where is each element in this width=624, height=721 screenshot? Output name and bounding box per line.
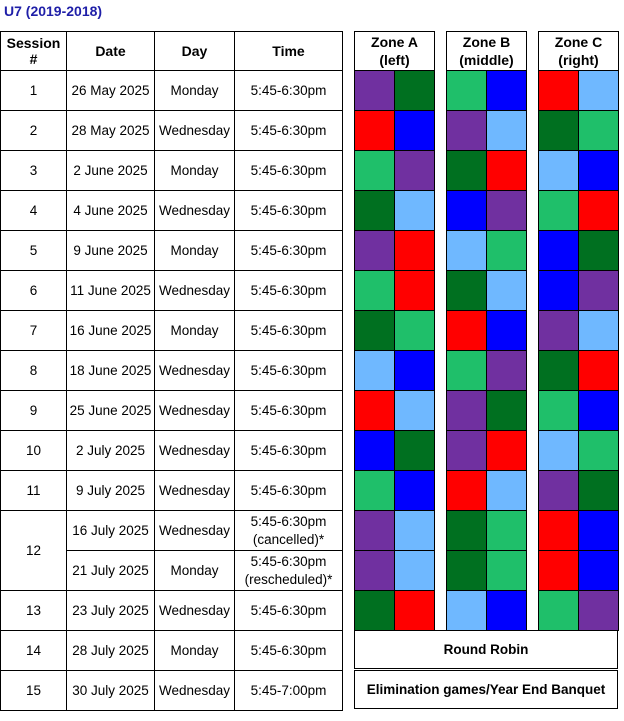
zone-a-row [355,151,435,191]
zone-b-team-color-1 [447,271,487,311]
zone-b-row [447,111,527,151]
zone-b-row [447,551,527,591]
session-day: Wednesday [155,591,235,631]
zone-a-team-color-2 [395,431,435,471]
session-number: 8 [1,351,67,391]
zone-b-row [447,591,527,631]
zone-a-team-color-1 [355,271,395,311]
zone-c-row [539,271,619,311]
zone-b-table [446,31,527,631]
session-date: 25 June 2025 [67,391,155,431]
zone-a-row [355,431,435,471]
zone-b-team-color-2 [487,431,527,471]
zone-a-row [355,591,435,631]
zone-c-row [539,111,619,151]
zone-a-name: Zone A [371,34,418,50]
session-day: Monday [155,71,235,111]
zone-c-team-color-2 [579,111,619,151]
schedule-row [1,191,343,231]
zone-c-row [539,511,619,551]
zone-c-row [539,471,619,511]
zone-c-team-color-1 [539,391,579,431]
zone-b-team-color-2 [487,551,527,591]
session-day: Wednesday [155,111,235,151]
zone-c-team-color-2 [579,151,619,191]
session-time-cell: 5:45-6:30pm [235,311,343,351]
session-number: 9 [1,391,67,431]
zone-c-team-color-2 [579,551,619,591]
session-number: 5 [1,231,67,271]
zone-c-sub: (right) [558,52,599,68]
zone-c-team-color-2 [579,311,619,351]
zone-a-team-color-1 [355,71,395,111]
zone-b-team-color-2 [487,231,527,271]
session-day: Wednesday [155,271,235,311]
zone-b-team-color-2 [487,191,527,231]
session-number: 12 [1,511,67,591]
zone-b-row [447,391,527,431]
zone-b-team-color-2 [487,311,527,351]
schedule-row [1,71,343,111]
zone-a-team-color-1 [355,311,395,351]
zone-a-team-color-1 [355,551,395,591]
zone-b-team-color-2 [487,111,527,151]
zone-c-team-color-2 [579,271,619,311]
session-time-cell: 5:45-7:00pm [235,671,343,711]
session-number: 14 [1,631,67,671]
session-time-cell: 5:45-6:30pm [235,471,343,511]
zone-a-row [355,311,435,351]
zone-b-team-color-2 [487,271,527,311]
zone-b-team-color-1 [447,71,487,111]
zone-c-team-color-2 [579,71,619,111]
zone-c-team-color-1 [539,311,579,351]
session-time-cell: 5:45-6:30pm [235,71,343,111]
zone-c-team-color-1 [539,191,579,231]
session-time-cell: 5:45-6:30pm [235,111,343,151]
zone-c-team-color-2 [579,511,619,551]
session-date: 26 May 2025 [67,71,155,111]
zone-c-team-color-1 [539,271,579,311]
zone-b-row [447,191,527,231]
zone-b-row [447,351,527,391]
session-time-cell: 5:45-6:30pm [235,351,343,391]
session-day: Monday [155,551,235,591]
schedule-row [1,631,343,671]
session-time-cell: 5:45-6:30pm [235,271,343,311]
session-date: 28 May 2025 [67,111,155,151]
zone-a-team-color-2 [395,511,435,551]
zone-c-row [539,311,619,351]
schedule-row [1,591,343,631]
zone-a-team-color-2 [395,231,435,271]
page-title: U7 (2019-2018) [4,3,103,19]
zone-a-team-color-1 [355,431,395,471]
session-day: Monday [155,631,235,671]
session-day: Wednesday [155,351,235,391]
zone-b-team-color-1 [447,311,487,351]
session-time-cell: 5:45-6:30pm [235,431,343,471]
zone-c-team-color-1 [539,431,579,471]
zone-b-row [447,231,527,271]
session-number: 2 [1,111,67,151]
zone-b-team-color-1 [447,151,487,191]
zone-a-row [355,231,435,271]
zone-b-team-color-1 [447,431,487,471]
zone-a-sub: (left) [379,52,410,68]
session-date: 23 July 2025 [67,591,155,631]
zone-b-team-color-1 [447,471,487,511]
schedule-row [1,271,343,311]
session-date: 2 June 2025 [67,151,155,191]
schedule-row [1,471,343,511]
session-time-cell: 5:45-6:30pm [235,151,343,191]
session-time-note: (cancelled)* [252,531,325,547]
session-day: Wednesday [155,511,235,551]
zone-b-row [447,151,527,191]
header-time: Time [235,32,343,71]
zone-a-row [355,191,435,231]
session-number: 7 [1,311,67,351]
session-day: Wednesday [155,431,235,471]
zone-a-team-color-2 [395,551,435,591]
schedule-row [1,311,343,351]
zone-c-team-color-2 [579,391,619,431]
schedule-row [1,151,343,191]
session-date: 9 June 2025 [67,231,155,271]
zone-b-team-color-1 [447,191,487,231]
zone-b-sub: (middle) [459,52,514,68]
zone-b-team-color-2 [487,591,527,631]
session-day: Wednesday [155,191,235,231]
zone-b-name: Zone B [462,34,511,50]
zone-a-team-color-1 [355,511,395,551]
session-date: 2 July 2025 [67,431,155,471]
zone-a-row [355,551,435,591]
zone-a-team-color-2 [395,151,435,191]
zone-c-row [539,431,619,471]
zone-c-team-color-2 [579,431,619,471]
zone-c-table [538,31,619,631]
zone-c-row [539,551,619,591]
zone-a-team-color-2 [395,191,435,231]
zone-a-team-color-2 [395,71,435,111]
zone-c-team-color-2 [579,191,619,231]
zone-b-team-color-1 [447,351,487,391]
zone-b-row [447,271,527,311]
session-number: 10 [1,431,67,471]
schedule-row [1,351,343,391]
session-time: 5:45-6:30pm [250,553,327,569]
zone-b-team-color-1 [447,231,487,271]
zone-c-team-color-2 [579,591,619,631]
zone-c-team-color-1 [539,151,579,191]
zone-b-team-color-2 [487,71,527,111]
session-number: 6 [1,271,67,311]
zone-c-team-color-1 [539,511,579,551]
session-time-cell: 5:45-6:30pm [235,631,343,671]
session-date: 30 July 2025 [67,671,155,711]
zone-c-row [539,231,619,271]
session-day: Monday [155,151,235,191]
zone-c-team-color-1 [539,551,579,591]
session-time-note: (rescheduled)* [244,571,333,587]
zone-c-team-color-1 [539,231,579,271]
zone-c-row [539,591,619,631]
session-number: 13 [1,591,67,631]
schedule-row [1,511,343,551]
zone-a-row [355,471,435,511]
session-date: 11 June 2025 [67,271,155,311]
session-day: Wednesday [155,391,235,431]
session-number: 1 [1,71,67,111]
header-session: Session # [1,32,67,71]
session-time-cell: 5:45-6:30pm [235,391,343,431]
zone-b-row [447,431,527,471]
zone-a-table [354,31,435,631]
zone-a-row [355,511,435,551]
session-date: 16 June 2025 [67,311,155,351]
zone-b-header [447,32,527,71]
zone-c-team-color-2 [579,231,619,271]
zone-c-header [539,32,619,71]
schedule-row [1,391,343,431]
session-number: 11 [1,471,67,511]
zone-a-row [355,391,435,431]
zone-c-row [539,391,619,431]
zone-a-row [355,351,435,391]
session-day: Wednesday [155,471,235,511]
zone-a-team-color-1 [355,191,395,231]
zone-a-team-color-1 [355,351,395,391]
zone-a-team-color-2 [395,111,435,151]
session-time-cell: 5:45-6:30pm [235,231,343,271]
zone-b-team-color-2 [487,391,527,431]
schedule-header-row [1,32,343,71]
zone-a-row [355,111,435,151]
session-day: Monday [155,311,235,351]
zone-c-row [539,151,619,191]
zone-c-team-color-1 [539,71,579,111]
session-day: Monday [155,231,235,271]
zone-a-row [355,71,435,111]
zone-a-team-color-2 [395,391,435,431]
zone-c-team-color-1 [539,591,579,631]
round-robin-cell: Round Robin [354,630,618,669]
session-date: 21 July 2025 [67,551,155,591]
zone-c-team-color-1 [539,111,579,151]
zone-a-team-color-1 [355,391,395,431]
zone-b-team-color-1 [447,591,487,631]
zone-b-team-color-1 [447,551,487,591]
session-date: 4 June 2025 [67,191,155,231]
session-number: 3 [1,151,67,191]
zone-b-row [447,471,527,511]
zone-c-team-color-2 [579,351,619,391]
session-date: 18 June 2025 [67,351,155,391]
zone-c-team-color-2 [579,471,619,511]
zone-c-row [539,71,619,111]
schedule-table [0,31,343,711]
zone-c-row [539,351,619,391]
zone-b-team-color-2 [487,151,527,191]
session-time-cell [235,511,343,551]
session-time-cell [235,551,343,591]
session-day: Wednesday [155,671,235,711]
zone-a-team-color-1 [355,471,395,511]
zone-b-row [447,511,527,551]
zone-a-team-color-2 [395,311,435,351]
zone-b-row [447,71,527,111]
schedule-row [1,671,343,711]
zone-b-team-color-1 [447,391,487,431]
zone-a-team-color-2 [395,351,435,391]
zone-a-header [355,32,435,71]
zone-a-team-color-1 [355,231,395,271]
zone-c-team-color-1 [539,351,579,391]
zone-b-team-color-2 [487,511,527,551]
zone-b-row [447,311,527,351]
zone-c-row [539,191,619,231]
zone-a-row [355,271,435,311]
zone-a-team-color-2 [395,591,435,631]
session-date: 28 July 2025 [67,631,155,671]
session-time-cell: 5:45-6:30pm [235,191,343,231]
header-day: Day [155,32,235,71]
zone-b-team-color-2 [487,351,527,391]
zone-b-team-color-2 [487,471,527,511]
zone-a-team-color-1 [355,111,395,151]
zone-c-name: Zone C [554,34,603,50]
session-number: 4 [1,191,67,231]
zone-a-team-color-1 [355,151,395,191]
zone-a-team-color-2 [395,271,435,311]
session-time-cell: 5:45-6:30pm [235,591,343,631]
zone-c-team-color-1 [539,471,579,511]
elimination-cell: Elimination games/Year End Banquet [354,670,618,709]
zone-a-team-color-2 [395,471,435,511]
header-date: Date [67,32,155,71]
session-number: 15 [1,671,67,711]
schedule-row [1,111,343,151]
schedule-row [1,431,343,471]
zone-b-team-color-1 [447,511,487,551]
session-date: 16 July 2025 [67,511,155,551]
zone-b-team-color-1 [447,111,487,151]
zone-a-team-color-1 [355,591,395,631]
session-date: 9 July 2025 [67,471,155,511]
schedule-row [1,231,343,271]
session-time: 5:45-6:30pm [250,513,327,529]
